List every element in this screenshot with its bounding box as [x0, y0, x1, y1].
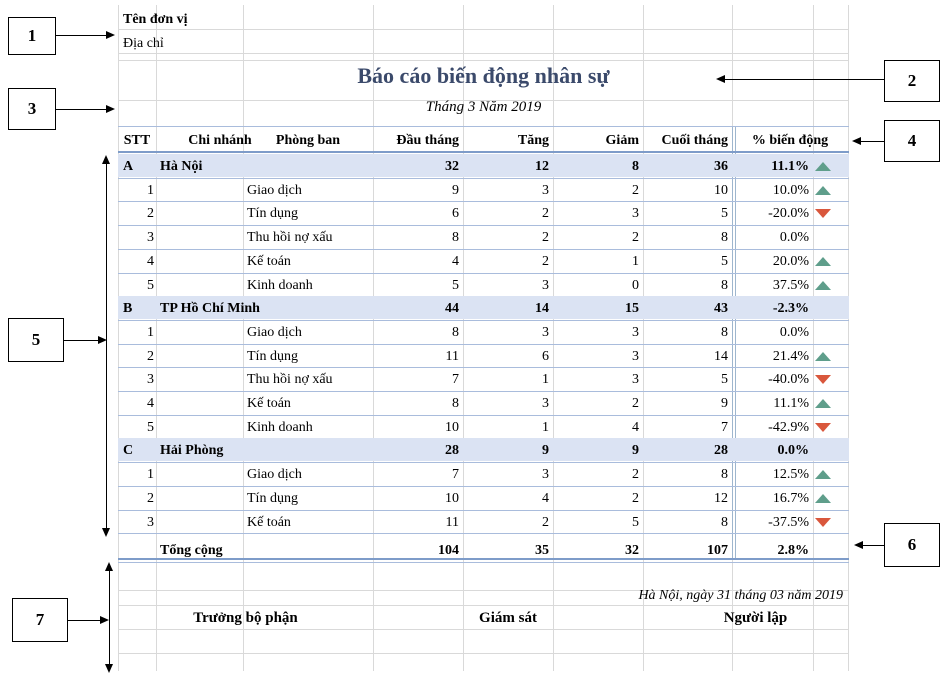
arrow-head-icon — [106, 105, 115, 113]
row-dept: Kinh doanh — [247, 277, 313, 293]
callout-1: 1 — [8, 17, 56, 55]
signature-supervisor: Giám sát — [479, 610, 537, 626]
trend-up-icon — [815, 162, 831, 171]
row-stt: 1 — [147, 182, 154, 198]
row-stt: 5 — [147, 277, 154, 293]
group-stt: A — [123, 159, 134, 174]
row-end: 12 — [714, 490, 728, 506]
report-period: Tháng 3 Năm 2019 — [425, 99, 542, 115]
row-end: 7 — [721, 419, 728, 435]
row-pct: -20.0% — [768, 206, 809, 222]
row-start: 8 — [452, 396, 459, 411]
row-end: 8 — [721, 324, 728, 340]
row-dept: Thu hồi nợ xấu — [247, 230, 333, 246]
arrow-head-icon — [854, 541, 863, 549]
grid-line — [118, 60, 849, 61]
column-header: % biến động — [751, 133, 829, 148]
group-inc: 9 — [542, 443, 549, 459]
row-inc: 3 — [542, 396, 549, 411]
row-dec: 2 — [632, 467, 639, 483]
row-inc: 2 — [542, 253, 549, 269]
row-pct: 0.0% — [779, 230, 809, 246]
column-header: Tăng — [517, 133, 549, 148]
callout-2: 2 — [884, 60, 940, 102]
row-start: 11 — [445, 348, 459, 364]
row-start: 6 — [452, 206, 459, 222]
trend-down-icon — [815, 375, 831, 384]
row-pct: 20.0% — [772, 253, 809, 269]
row-pct: -42.9% — [768, 419, 809, 435]
group-end: 28 — [714, 443, 728, 459]
trend-down-icon — [815, 518, 831, 527]
group-end: 36 — [714, 159, 728, 174]
row-stt: 4 — [147, 396, 154, 411]
group-start: 28 — [445, 443, 459, 459]
row-end: 8 — [721, 467, 728, 483]
trend-up-icon — [815, 352, 831, 361]
header-bottom-border — [118, 151, 849, 153]
trend-up-icon — [815, 470, 831, 479]
callout-3: 3 — [8, 88, 56, 130]
arrow-head-icon — [102, 528, 110, 537]
group-stt: C — [123, 443, 134, 459]
trend-up-icon — [815, 494, 831, 503]
callout-7-span — [109, 570, 110, 665]
group-branch: Hà Nội — [160, 159, 203, 174]
row-dec: 2 — [632, 490, 639, 506]
row-end: 8 — [721, 277, 728, 293]
spreadsheet — [118, 5, 849, 671]
group-inc: 12 — [535, 159, 549, 174]
arrow-head-icon — [105, 562, 113, 571]
row-start: 11 — [445, 514, 459, 530]
report-title: Báo cáo biến động nhân sự — [357, 63, 610, 88]
header-top-border — [118, 126, 849, 127]
callout-6: 6 — [884, 523, 940, 567]
total-dec: 32 — [625, 543, 639, 559]
group-start: 32 — [445, 159, 459, 174]
row-dec: 5 — [632, 514, 639, 530]
total-label: Tổng cộng — [160, 543, 223, 559]
row-stt: 3 — [147, 372, 154, 388]
total-bottom-border — [118, 558, 849, 560]
row-end: 14 — [714, 348, 728, 364]
column-header: Chi nhánh — [188, 133, 252, 148]
row-pct: 0.0% — [779, 324, 809, 340]
unit-name: Tên đơn vị — [123, 12, 188, 27]
column-header: STT — [123, 133, 151, 148]
row-start: 7 — [452, 467, 459, 483]
arrow-head-icon — [716, 75, 725, 83]
row-dec: 4 — [632, 419, 639, 435]
signature-department-head: Trưởng bộ phận — [193, 610, 298, 626]
trend-down-icon — [815, 423, 831, 432]
callout-2-line — [725, 79, 884, 80]
grid-line — [118, 53, 849, 54]
row-inc: 3 — [542, 277, 549, 293]
group-start: 44 — [445, 301, 459, 317]
row-dept: Tín dụng — [247, 206, 298, 222]
arrow-head-icon — [852, 137, 861, 145]
row-dept: Kế toán — [247, 396, 291, 411]
row-stt: 4 — [147, 253, 154, 269]
group-dept — [247, 439, 373, 462]
callout-3-line — [56, 109, 106, 110]
column-header: Giảm — [605, 133, 639, 148]
grid-line — [118, 29, 849, 30]
group-pct: 11.1% — [771, 159, 809, 174]
row-end: 8 — [721, 230, 728, 246]
arrow-head-icon — [102, 155, 110, 164]
row-pct: 11.1% — [773, 396, 809, 411]
group-dept — [247, 297, 373, 320]
arrow-head-icon — [100, 616, 109, 624]
row-dec: 2 — [632, 230, 639, 246]
group-branch: TP Hồ Chí Minh — [160, 301, 260, 317]
callout-7-line — [68, 620, 100, 621]
row-start: 7 — [452, 372, 459, 388]
group-inc: 14 — [535, 301, 549, 317]
callout-4-line — [861, 141, 884, 142]
row-dec: 0 — [632, 277, 639, 293]
row-pct: 16.7% — [772, 490, 809, 506]
trend-down-icon — [815, 209, 831, 218]
grid-line — [118, 653, 849, 654]
row-inc: 2 — [542, 230, 549, 246]
row-inc: 3 — [542, 182, 549, 198]
row-end: 5 — [721, 372, 728, 388]
callout-6-line — [863, 545, 884, 546]
row-start: 5 — [452, 277, 459, 293]
trend-up-icon — [815, 186, 831, 195]
total-bottom-border-2 — [118, 562, 849, 563]
row-pct: 21.4% — [772, 348, 809, 364]
group-pct: -2.3% — [772, 301, 809, 317]
row-inc: 2 — [542, 206, 549, 222]
callout-7: 7 — [12, 598, 68, 642]
row-dept: Thu hồi nợ xấu — [247, 372, 333, 388]
row-dept: Tín dụng — [247, 490, 298, 506]
row-end: 8 — [721, 514, 728, 530]
row-inc: 2 — [542, 514, 549, 530]
row-dec: 3 — [632, 324, 639, 340]
row-dept: Kế toán — [247, 514, 291, 530]
row-end: 9 — [721, 396, 728, 411]
row-end: 5 — [721, 253, 728, 269]
row-end: 5 — [721, 206, 728, 222]
row-dec: 3 — [632, 372, 639, 388]
callout-4: 4 — [884, 120, 940, 162]
arrow-head-icon — [105, 664, 113, 673]
row-inc: 4 — [542, 490, 549, 506]
callout-5-line — [64, 340, 98, 341]
group-dec: 15 — [625, 301, 639, 317]
row-pct: 37.5% — [772, 277, 809, 293]
row-inc: 6 — [542, 348, 549, 364]
row-dept: Tín dụng — [247, 348, 298, 364]
row-start: 8 — [452, 324, 459, 340]
callout-1-line — [56, 35, 106, 36]
row-stt: 3 — [147, 514, 154, 530]
column-header: Phòng ban — [275, 133, 341, 148]
row-stt: 5 — [147, 419, 154, 435]
total-pct: 2.8% — [777, 543, 809, 559]
signature-preparer: Người lập — [723, 610, 788, 626]
row-dept: Kinh doanh — [247, 419, 313, 435]
arrow-head-icon — [106, 31, 115, 39]
row-dept: Giao dịch — [247, 182, 302, 198]
row-dec: 3 — [632, 206, 639, 222]
group-dec: 9 — [632, 443, 639, 459]
total-end: 107 — [707, 543, 728, 559]
row-pct: 10.0% — [772, 182, 809, 198]
trend-up-icon — [815, 281, 831, 290]
row-start: 8 — [452, 230, 459, 246]
group-dept — [247, 155, 373, 178]
group-branch: Hải Phòng — [160, 443, 224, 459]
row-stt: 2 — [147, 348, 154, 364]
row-pct: -37.5% — [768, 514, 809, 530]
row-start: 10 — [445, 419, 459, 435]
row-inc: 3 — [542, 467, 549, 483]
row-stt: 1 — [147, 467, 154, 483]
row-stt: 2 — [147, 490, 154, 506]
row-dept: Giao dịch — [247, 324, 302, 340]
callout-5: 5 — [8, 318, 64, 362]
row-end: 10 — [714, 182, 728, 198]
row-stt: 3 — [147, 230, 154, 246]
row-dec: 3 — [632, 348, 639, 364]
row-start: 10 — [445, 490, 459, 506]
group-pct: 0.0% — [777, 443, 809, 459]
row-dept: Kế toán — [247, 253, 291, 269]
trend-up-icon — [815, 257, 831, 266]
row-dec: 1 — [632, 253, 639, 269]
row-pct: 12.5% — [772, 467, 809, 483]
group-dec: 8 — [632, 159, 639, 174]
trend-up-icon — [815, 399, 831, 408]
row-dec: 2 — [632, 182, 639, 198]
total-inc: 35 — [535, 543, 549, 559]
callout-5-span — [106, 163, 107, 529]
total-start: 104 — [438, 543, 459, 559]
row-dec: 2 — [632, 396, 639, 411]
place-date: Hà Nội, ngày 31 tháng 03 năm 2019 — [638, 588, 843, 603]
row-start: 9 — [452, 182, 459, 198]
column-header: Đầu tháng — [396, 133, 459, 148]
row-dept: Giao dịch — [247, 467, 302, 483]
row-stt: 1 — [147, 324, 154, 340]
row-inc: 1 — [542, 419, 549, 435]
row-pct: -40.0% — [768, 372, 809, 388]
row-start: 4 — [452, 253, 459, 269]
row-inc: 3 — [542, 324, 549, 340]
column-header: Cuối tháng — [661, 133, 728, 148]
address: Địa chỉ — [123, 36, 164, 51]
group-stt: B — [123, 301, 133, 317]
row-stt: 2 — [147, 206, 154, 222]
group-end: 43 — [714, 301, 728, 317]
row-inc: 1 — [542, 372, 549, 388]
